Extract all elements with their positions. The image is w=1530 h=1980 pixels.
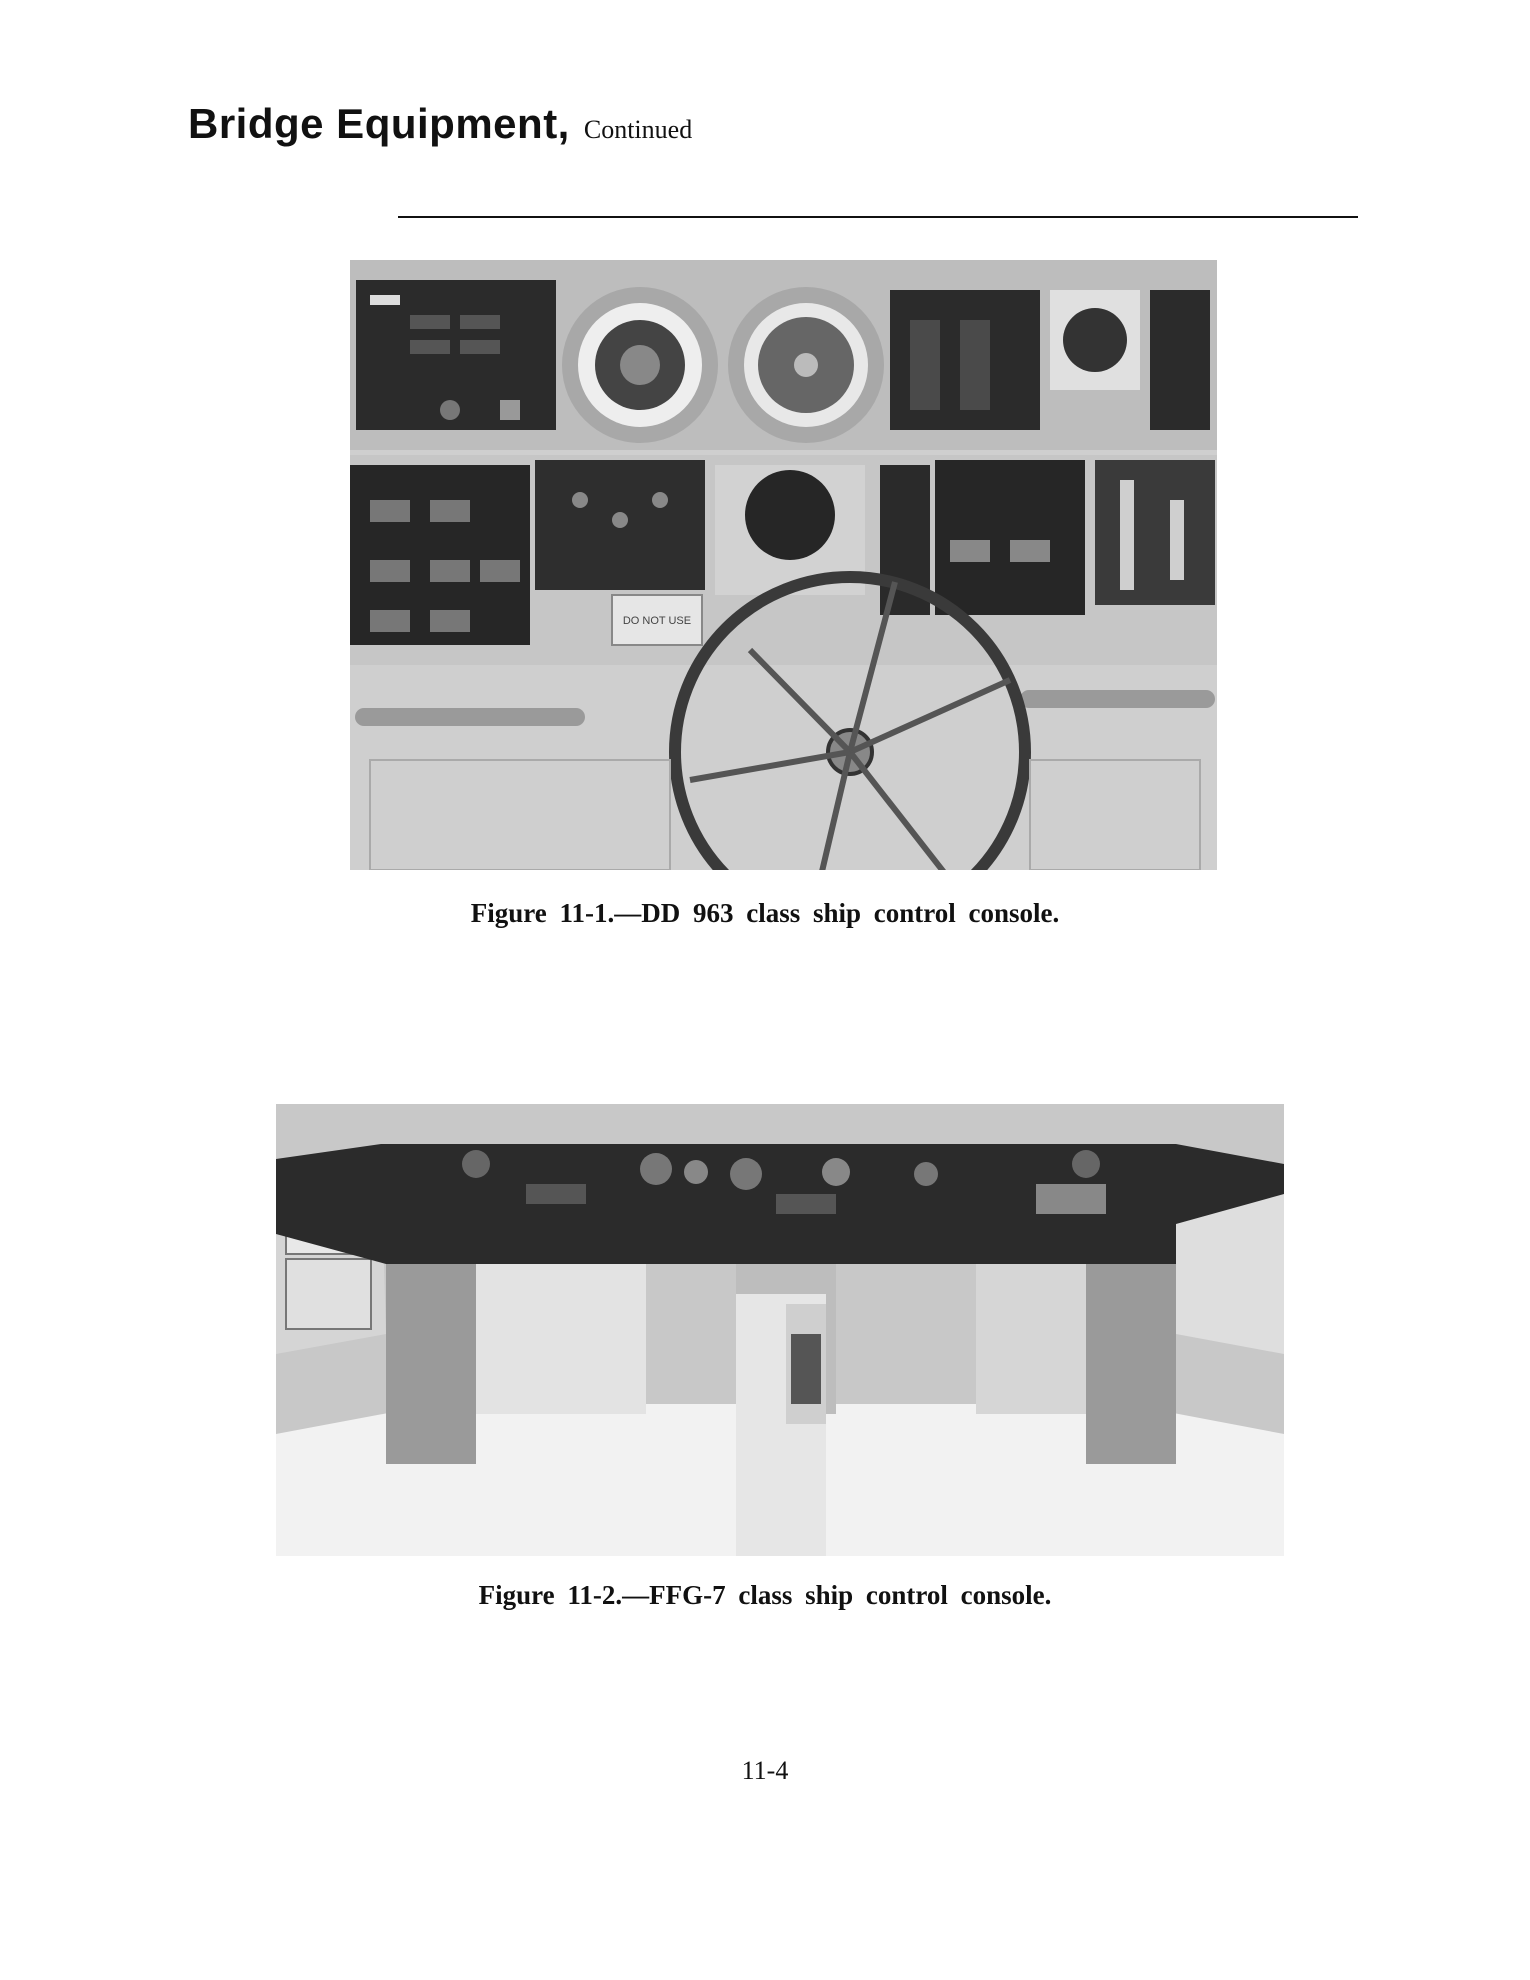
figure-1-photo bbox=[350, 260, 1217, 870]
figure-2-caption: Figure 11-2.—FFG-7 class ship control console. bbox=[478, 1580, 1052, 1610]
section-subtitle: Continued bbox=[583, 115, 693, 144]
horizontal-rule bbox=[398, 216, 1358, 218]
compass-repeater bbox=[745, 470, 835, 560]
dd963-console-illustration bbox=[350, 260, 1217, 870]
page-number: 11-4 bbox=[741, 1756, 789, 1785]
lower-right-panel bbox=[935, 460, 1085, 615]
section-title: Bridge Equipment, bbox=[188, 100, 570, 147]
figure-1-caption: Figure 11-1.—DD 963 class ship control console. bbox=[470, 898, 1060, 928]
figure-2-photo bbox=[276, 1104, 1284, 1556]
page-heading bbox=[188, 100, 692, 148]
placard-text: DO NOT USE bbox=[622, 615, 692, 627]
ffg7-console-illustration bbox=[276, 1104, 1284, 1556]
